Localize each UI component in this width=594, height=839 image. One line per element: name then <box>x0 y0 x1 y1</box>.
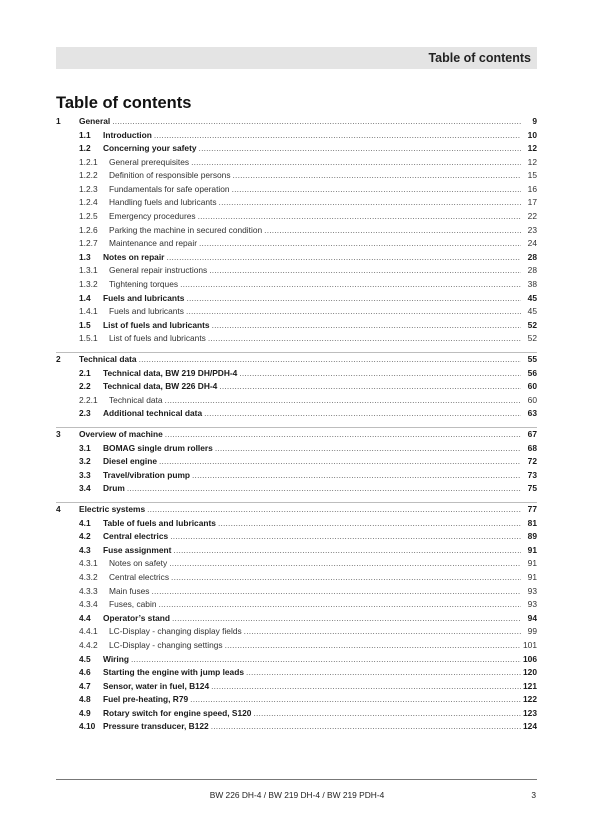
toc-entry-title: Technical data, BW 226 DH-4 <box>103 381 218 392</box>
toc-leader-dots <box>191 156 521 170</box>
toc-page-number: 22 <box>527 211 537 222</box>
toc-entry[interactable] <box>56 115 537 129</box>
toc-leader-dots <box>173 544 521 558</box>
toc-page-number: 63 <box>527 408 537 419</box>
toc-section-number: 1.3 <box>79 251 91 262</box>
toc-page-number: 23 <box>527 224 537 235</box>
page-title: Table of contents <box>56 94 192 112</box>
toc-section-number: 1.5 <box>79 319 91 330</box>
toc-page-number: 77 <box>527 504 537 515</box>
toc-entry-title: Travel/vibration pump <box>103 469 191 480</box>
toc-leader-dots <box>199 142 521 156</box>
toc-entry-title: Technical data <box>109 394 163 405</box>
toc-page-number: 52 <box>527 333 537 344</box>
toc-leader-dots <box>208 332 521 346</box>
toc-entry-title: Central electrics <box>103 531 169 542</box>
toc-page-number: 55 <box>527 354 537 365</box>
toc-entry-title: Concerning your safety <box>103 143 197 154</box>
toc-entry[interactable] <box>56 693 537 707</box>
toc-leader-dots <box>264 224 521 238</box>
toc-entry-title: Operator’s stand <box>103 612 171 623</box>
toc-chapter-number: 4 <box>56 504 61 515</box>
toc-leader-dots <box>192 469 521 483</box>
toc-section-number: 4.3.1 <box>79 558 98 569</box>
toc-leader-dots <box>199 237 521 251</box>
toc-page-number: 73 <box>527 469 537 480</box>
toc-entry-title: General <box>79 116 111 126</box>
toc-entry-title: Notes on safety <box>109 558 168 569</box>
toc-entry-title: List of fuels and lubricants <box>103 319 210 330</box>
toc-leader-dots <box>218 517 521 531</box>
toc-entry[interactable] <box>56 169 537 183</box>
toc-entry[interactable] <box>56 224 537 238</box>
toc-section-number: 1.2 <box>79 143 91 154</box>
toc-entry-title: General prerequisites <box>109 156 190 167</box>
toc-entry-title: Fundamentals for safe operation <box>109 183 230 194</box>
toc-entry-title: General repair instructions <box>109 265 208 276</box>
toc-section-number: 1.4 <box>79 292 91 303</box>
toc-entry-title: Fuels and lubricants <box>109 306 184 317</box>
toc-entry-title: Tightening torques <box>109 278 179 289</box>
toc-leader-dots <box>154 129 521 143</box>
toc-leader-dots <box>232 183 521 197</box>
toc-entry[interactable] <box>56 367 537 381</box>
toc-entry[interactable] <box>56 517 537 531</box>
toc-section-number: 4.4.1 <box>79 626 98 637</box>
toc-section-number: 1.2.1 <box>79 156 98 167</box>
toc-section-number: 3.1 <box>79 442 91 453</box>
toc-entry[interactable] <box>56 639 537 653</box>
toc-leader-dots <box>172 612 521 626</box>
toc-entry[interactable] <box>56 680 537 694</box>
toc-entry-title: Fuses, cabin <box>109 599 157 610</box>
toc-entry[interactable] <box>56 571 537 585</box>
toc-entry-title: Table of fuels and lubricants <box>103 517 216 528</box>
toc-leader-dots <box>215 442 521 456</box>
toc-page-number: 52 <box>527 319 537 330</box>
toc-entry-title: Handling fuels and lubricants <box>109 197 217 208</box>
toc-entry-title: LC-Display - changing display fields <box>109 626 242 637</box>
toc-entry[interactable] <box>56 156 537 170</box>
toc-leader-dots <box>166 251 521 265</box>
toc-page-number: 16 <box>527 183 537 194</box>
toc-section-number: 4.9 <box>79 707 91 718</box>
toc-entry-title: Overview of machine <box>79 429 163 440</box>
toc-entry-title: Sensor, water in fuel, B124 <box>103 680 210 691</box>
toc-entry-title: Additional technical data <box>103 408 203 419</box>
toc-page-number: 24 <box>527 238 537 249</box>
toc-entry[interactable] <box>56 407 537 421</box>
toc-section-number: 1.3.2 <box>79 278 98 289</box>
toc-section-number: 4.2 <box>79 531 91 542</box>
toc-page-number: 101 <box>523 639 537 650</box>
toc-page-number: 38 <box>527 278 537 289</box>
toc-entry[interactable] <box>56 278 537 292</box>
toc-section-number: 1.1 <box>79 129 91 140</box>
toc-leader-dots <box>159 455 521 469</box>
toc-leader-dots <box>211 720 521 734</box>
toc-entry[interactable] <box>56 319 537 333</box>
toc-entry[interactable] <box>56 598 537 612</box>
toc-entry[interactable] <box>56 210 537 224</box>
toc-entry-title: Rotary switch for engine speed, S120 <box>103 707 252 718</box>
toc-entry-title: Introduction <box>103 129 152 140</box>
toc-page-number: 45 <box>527 292 537 303</box>
toc-leader-dots <box>127 482 521 496</box>
toc-section-number: 4.3.3 <box>79 585 98 596</box>
toc-entry[interactable] <box>56 305 537 319</box>
toc-entry[interactable] <box>56 352 537 367</box>
toc-entry-title: Fuels and lubricants <box>103 292 185 303</box>
toc-chapter-number: 2 <box>56 354 61 365</box>
toc-chapter-number: 1 <box>56 116 61 126</box>
toc-entry[interactable] <box>56 707 537 721</box>
toc-section-number: 1.4.1 <box>79 306 98 317</box>
toc-leader-dots <box>169 557 521 571</box>
toc-leader-dots <box>211 680 521 694</box>
toc-page-number: 15 <box>527 170 537 181</box>
toc-entry[interactable] <box>56 720 537 734</box>
toc-entry-title: Fuse assignment <box>103 544 172 555</box>
toc-section-number: 4.6 <box>79 667 91 678</box>
toc-entry[interactable] <box>56 585 537 599</box>
toc-section-number: 3.2 <box>79 456 91 467</box>
toc-entry-title: Technical data, BW 219 DH/PDH-4 <box>103 367 238 378</box>
toc-leader-dots <box>131 653 521 667</box>
toc-section-number: 2.2.1 <box>79 394 98 405</box>
toc-leader-dots <box>180 278 521 292</box>
toc-entry[interactable] <box>56 442 537 456</box>
toc-leader-dots <box>112 115 521 129</box>
toc-leader-dots <box>186 305 521 319</box>
toc-entry-title: List of fuels and lubricants <box>109 333 206 344</box>
toc-entry[interactable] <box>56 653 537 667</box>
toc-entry-title: Starting the engine with jump leads <box>103 667 244 678</box>
toc-leader-dots <box>253 707 521 721</box>
toc-entry-title: Emergency procedures <box>109 211 196 222</box>
toc-section-number: 3.4 <box>79 483 91 494</box>
toc-entry-title: Drum <box>103 483 125 494</box>
toc-section-number: 4.10 <box>79 721 96 732</box>
toc-page-number: 60 <box>527 394 537 405</box>
toc-section-number: 2.2 <box>79 381 91 392</box>
toc-page-number: 60 <box>527 381 537 392</box>
toc-entry[interactable] <box>56 237 537 251</box>
toc-entry-title: Fuel pre-heating, R79 <box>103 694 189 705</box>
toc-leader-dots <box>204 407 521 421</box>
toc-leader-dots <box>165 394 521 408</box>
toc-entry-title: Pressure transducer, B122 <box>103 721 209 732</box>
toc-section-number: 2.1 <box>79 367 91 378</box>
toc-entry-title: Wiring <box>103 653 129 664</box>
toc-entry-title: Main fuses <box>109 585 150 596</box>
toc-section-number: 2.3 <box>79 408 91 419</box>
toc-page-number: 94 <box>527 612 537 623</box>
toc-entry[interactable] <box>56 530 537 544</box>
toc-entry-title: Central electrics <box>109 572 170 583</box>
toc-section-number: 1.2.7 <box>79 238 98 249</box>
toc-page-number: 28 <box>527 251 537 262</box>
toc-page-number: 106 <box>523 653 537 664</box>
toc-page-number: 45 <box>527 306 537 317</box>
toc-page-number: 124 <box>523 721 537 732</box>
toc-entry-title: Diesel engine <box>103 456 157 467</box>
toc-section-number: 4.8 <box>79 694 91 705</box>
toc-entry[interactable] <box>56 183 537 197</box>
footer-divider <box>56 779 537 780</box>
toc-page-number: 10 <box>527 129 537 140</box>
toc-leader-dots <box>190 693 521 707</box>
toc-entry[interactable] <box>56 427 537 442</box>
toc-entry[interactable] <box>56 625 537 639</box>
toc-entry[interactable] <box>56 394 537 408</box>
toc-page-number: 91 <box>527 572 537 583</box>
toc-page-number: 122 <box>523 694 537 705</box>
toc-page-number: 120 <box>523 667 537 678</box>
toc-entry-title: Maintenance and repair <box>109 238 197 249</box>
toc-section-number: 4.1 <box>79 517 91 528</box>
toc-page-number: 12 <box>527 156 537 167</box>
toc-page-number: 123 <box>523 707 537 718</box>
toc-entry-title: Definition of responsible persons <box>109 170 231 181</box>
toc-leader-dots <box>186 292 521 306</box>
toc-entry[interactable] <box>56 666 537 680</box>
toc-entry[interactable] <box>56 455 537 469</box>
toc-page-number: 89 <box>527 531 537 542</box>
toc-leader-dots <box>233 169 521 183</box>
toc-entry[interactable] <box>56 482 537 496</box>
toc-leader-dots <box>246 666 521 680</box>
toc-page-number: 91 <box>527 558 537 569</box>
toc-leader-dots <box>244 625 521 639</box>
toc-page-number: 99 <box>527 626 537 637</box>
toc-entry-title: LC-Display - changing settings <box>109 639 223 650</box>
toc-page-number: 28 <box>527 265 537 276</box>
toc-page-number: 91 <box>527 544 537 555</box>
toc-section-number: 4.3.2 <box>79 572 98 583</box>
toc-page-number: 56 <box>527 367 537 378</box>
toc-entry-title: BOMAG single drum rollers <box>103 442 213 453</box>
toc-section-number: 3.3 <box>79 469 91 480</box>
toc-leader-dots <box>139 353 521 367</box>
toc-entry[interactable] <box>56 264 537 278</box>
toc-page-number: 72 <box>527 456 537 467</box>
toc-leader-dots <box>171 571 521 585</box>
toc-entry[interactable] <box>56 469 537 483</box>
toc-section-number: 4.7 <box>79 680 91 691</box>
toc-page-number: 17 <box>527 197 537 208</box>
toc-entry-title: Parking the machine in secured condition <box>109 224 263 235</box>
toc-entry-title: Technical data <box>79 354 137 365</box>
toc-section-number: 1.2.2 <box>79 170 98 181</box>
toc-entry[interactable] <box>56 251 537 265</box>
toc-section-number: 4.3 <box>79 544 91 555</box>
toc-leader-dots <box>152 585 522 599</box>
toc-leader-dots <box>212 319 521 333</box>
toc-leader-dots <box>239 367 521 381</box>
toc-entry[interactable] <box>56 502 537 517</box>
toc-entry[interactable] <box>56 544 537 558</box>
toc-leader-dots <box>209 264 521 278</box>
toc-section-number: 1.5.1 <box>79 333 98 344</box>
toc-entry[interactable] <box>56 380 537 394</box>
toc-page-number: 93 <box>527 599 537 610</box>
table-of-contents <box>56 115 537 734</box>
toc-page-number: 81 <box>527 517 537 528</box>
toc-leader-dots <box>165 428 521 442</box>
toc-entry[interactable] <box>56 332 537 346</box>
toc-page-number: 67 <box>527 429 537 440</box>
header-title: Table of contents <box>428 51 531 65</box>
toc-section-number: 4.4.2 <box>79 639 98 650</box>
toc-leader-dots <box>219 380 521 394</box>
toc-entry[interactable] <box>56 292 537 306</box>
toc-chapter-number: 3 <box>56 429 61 440</box>
toc-entry[interactable] <box>56 557 537 571</box>
toc-section-number: 1.2.5 <box>79 211 98 222</box>
toc-section-number: 1.3.1 <box>79 265 98 276</box>
toc-section-number: 1.2.4 <box>79 197 98 208</box>
toc-page-number: 121 <box>523 680 537 691</box>
toc-entry[interactable] <box>56 196 537 210</box>
toc-leader-dots <box>219 196 521 210</box>
toc-section-number: 4.5 <box>79 653 91 664</box>
toc-entry-title: Notes on repair <box>103 251 165 262</box>
toc-page-number: 12 <box>527 143 537 154</box>
toc-leader-dots <box>147 503 521 517</box>
toc-section-number: 4.4 <box>79 612 91 623</box>
toc-section-number: 1.2.3 <box>79 183 98 194</box>
header-bar <box>56 47 537 69</box>
toc-entry[interactable] <box>56 142 537 156</box>
toc-leader-dots <box>158 598 521 612</box>
toc-entry[interactable] <box>56 129 537 143</box>
toc-leader-dots <box>170 530 521 544</box>
toc-section-number: 4.3.4 <box>79 599 98 610</box>
toc-entry-title: Electric systems <box>79 504 146 515</box>
toc-entry[interactable] <box>56 612 537 626</box>
toc-leader-dots <box>225 639 521 653</box>
toc-page-number: 93 <box>527 585 537 596</box>
footer-page-number: 3 <box>531 790 536 800</box>
toc-page-number: 68 <box>527 442 537 453</box>
toc-page-number: 9 <box>532 116 537 126</box>
toc-leader-dots <box>198 210 521 224</box>
footer-models: BW 226 DH-4 / BW 219 DH-4 / BW 219 PDH-4 <box>209 790 385 800</box>
toc-page-number: 75 <box>527 483 537 494</box>
toc-section-number: 1.2.6 <box>79 224 98 235</box>
